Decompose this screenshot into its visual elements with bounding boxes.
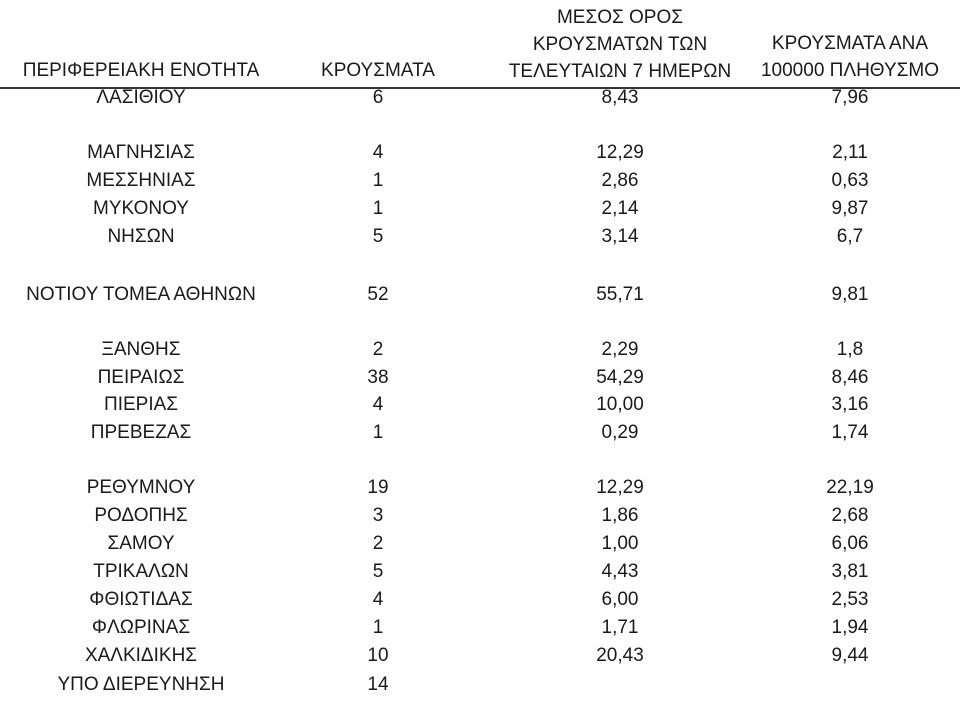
region-name-cell: ΝΟΤΙΟΥ ΤΟΜΕΑ ΑΘΗΝΩΝ: [26, 284, 256, 305]
table-row: [0, 84, 960, 112]
region-name-cell: ΡΕΘΥΜΝΟΥ: [86, 477, 196, 498]
avg7-cell: 8,43: [601, 87, 639, 108]
cases-cell: 4: [372, 394, 384, 415]
table-row: [0, 474, 960, 502]
cases-cell: 1: [372, 170, 384, 191]
per100k-cell: 2,68: [831, 505, 869, 526]
avg7-cell: 12,29: [596, 142, 644, 163]
cases-cell: 5: [372, 561, 384, 582]
region-name-cell: ΤΡΙΚΑΛΩΝ: [93, 561, 189, 582]
region-name-cell: ΦΛΩΡΙΝΑΣ: [91, 617, 191, 638]
per100k-cell: 22,19: [826, 477, 874, 498]
header-cases-line: ΚΡΟΥΣΜΑΤΑ: [321, 60, 435, 81]
avg7-cell: 1,86: [601, 505, 639, 526]
per100k-cell: 2,53: [831, 589, 869, 610]
per100k-cell: 8,46: [831, 367, 869, 388]
cases-cell: 4: [372, 142, 384, 163]
table-row: [0, 671, 960, 699]
per100k-cell: 6,06: [831, 533, 869, 554]
cases-cell: 4: [372, 589, 384, 610]
cases-cell: 38: [367, 367, 389, 388]
table-row: [0, 195, 960, 223]
table-row: [0, 586, 960, 614]
avg7-cell: 1,00: [601, 533, 639, 554]
per100k-cell: 9,81: [831, 284, 869, 305]
cases-cell: 2: [372, 339, 384, 360]
cases-cell: 1: [372, 617, 384, 638]
per100k-cell: 3,81: [831, 561, 869, 582]
table-row: [0, 558, 960, 586]
region-name-cell: ΞΑΝΘΗΣ: [101, 339, 181, 360]
avg7-cell: 2,86: [601, 170, 639, 191]
cases-cell: 14: [367, 674, 389, 695]
per100k-cell: 2,11: [832, 142, 868, 163]
avg7-cell: 54,29: [596, 367, 644, 388]
cases-cell: 19: [367, 477, 389, 498]
avg7-cell: 0,29: [601, 422, 639, 443]
region-name-cell: ΣΑΜΟΥ: [107, 533, 175, 554]
table-row: [0, 391, 960, 419]
table-row: [0, 336, 960, 364]
avg7-cell: 1,71: [601, 617, 639, 638]
avg7-cell: 6,00: [601, 589, 639, 610]
table-row: [0, 223, 960, 251]
region-name-cell: ΡΟΔΟΠΗΣ: [94, 505, 188, 526]
region-name-cell: ΜΕΣΣΗΝΙΑΣ: [86, 170, 196, 191]
cases-cell: 2: [372, 533, 384, 554]
region-name-cell: ΠΡΕΒΕΖΑΣ: [90, 422, 192, 443]
table-row: [0, 419, 960, 447]
table-row: [0, 530, 960, 558]
region-name-cell: ΦΘΙΩΤΙΔΑΣ: [89, 589, 193, 610]
table-row: [0, 364, 960, 392]
header-per100k-line: 100000 ΠΛΗΘΥΣΜΟ: [760, 60, 939, 81]
avg7-cell: 10,00: [596, 394, 644, 415]
region-name-cell: ΧΑΛΚΙΔΙΚΗΣ: [84, 645, 198, 666]
cases-cell: 52: [367, 284, 389, 305]
avg7-cell: 4,43: [601, 561, 639, 582]
cases-cell: 5: [372, 226, 384, 247]
header-cases: [318, 57, 438, 84]
region-name-cell: ΠΕΙΡΑΙΩΣ: [97, 367, 185, 388]
avg7-cell: 2,29: [601, 339, 639, 360]
per100k-cell: 7,96: [831, 87, 869, 108]
header-avg7: [500, 4, 740, 85]
header-region-line: ΠΕΡΙΦΕΡΕΙΑΚΗ ΕΝΟΤΗΤΑ: [22, 60, 260, 81]
table-row: [0, 502, 960, 530]
table-row: [0, 281, 960, 309]
region-name-cell: ΜΑΓΝΗΣΙΑΣ: [87, 142, 195, 163]
cases-cell: 6: [372, 87, 384, 108]
avg7-cell: 12,29: [596, 477, 644, 498]
header-per100k: [740, 30, 960, 84]
header-region: [0, 57, 282, 84]
per100k-cell: 1,74: [831, 422, 869, 443]
region-name-cell: ΛΑΣΙΘΙΟΥ: [96, 87, 186, 108]
per100k-cell: 9,44: [831, 645, 869, 666]
per100k-cell: 0,63: [831, 170, 869, 191]
avg7-cell: 3,14: [601, 226, 639, 247]
per100k-cell: 3,16: [831, 394, 869, 415]
region-name-cell: ΥΠΟ ΔΙΕΡΕΥΝΗΣΗ: [57, 674, 225, 695]
per100k-cell: 9,87: [831, 198, 869, 219]
per100k-cell: 6,7: [836, 226, 864, 247]
cases-cell: 1: [372, 422, 384, 443]
header-per100k-line: ΚΡΟΥΣΜΑΤΑ ΑΝΑ: [771, 33, 929, 54]
region-name-cell: ΠΙΕΡΙΑΣ: [103, 394, 179, 415]
header-avg7-line: ΚΡΟΥΣΜΑΤΩΝ ΤΩΝ: [532, 34, 708, 55]
per100k-cell: 1,94: [831, 617, 869, 638]
cases-cell: 3: [372, 505, 384, 526]
table-row: [0, 167, 960, 195]
region-name-cell: ΝΗΣΩΝ: [107, 226, 175, 247]
header-avg7-line: ΜΕΣΟΣ ΟΡΟΣ: [556, 7, 684, 28]
table-row: [0, 642, 960, 670]
avg7-cell: 2,14: [601, 198, 639, 219]
cases-cell: 1: [372, 198, 384, 219]
per100k-cell: 1,8: [836, 339, 864, 360]
cases-cell: 10: [367, 645, 389, 666]
avg7-cell: 20,43: [596, 645, 644, 666]
avg7-cell: 55,71: [596, 284, 644, 305]
table-row: [0, 614, 960, 642]
header-avg7-line: ΤΕΛΕΥΤΑΙΩΝ 7 ΗΜΕΡΩΝ: [508, 61, 732, 82]
region-name-cell: ΜΥΚΟΝΟΥ: [93, 198, 189, 219]
table-row: [0, 139, 960, 167]
